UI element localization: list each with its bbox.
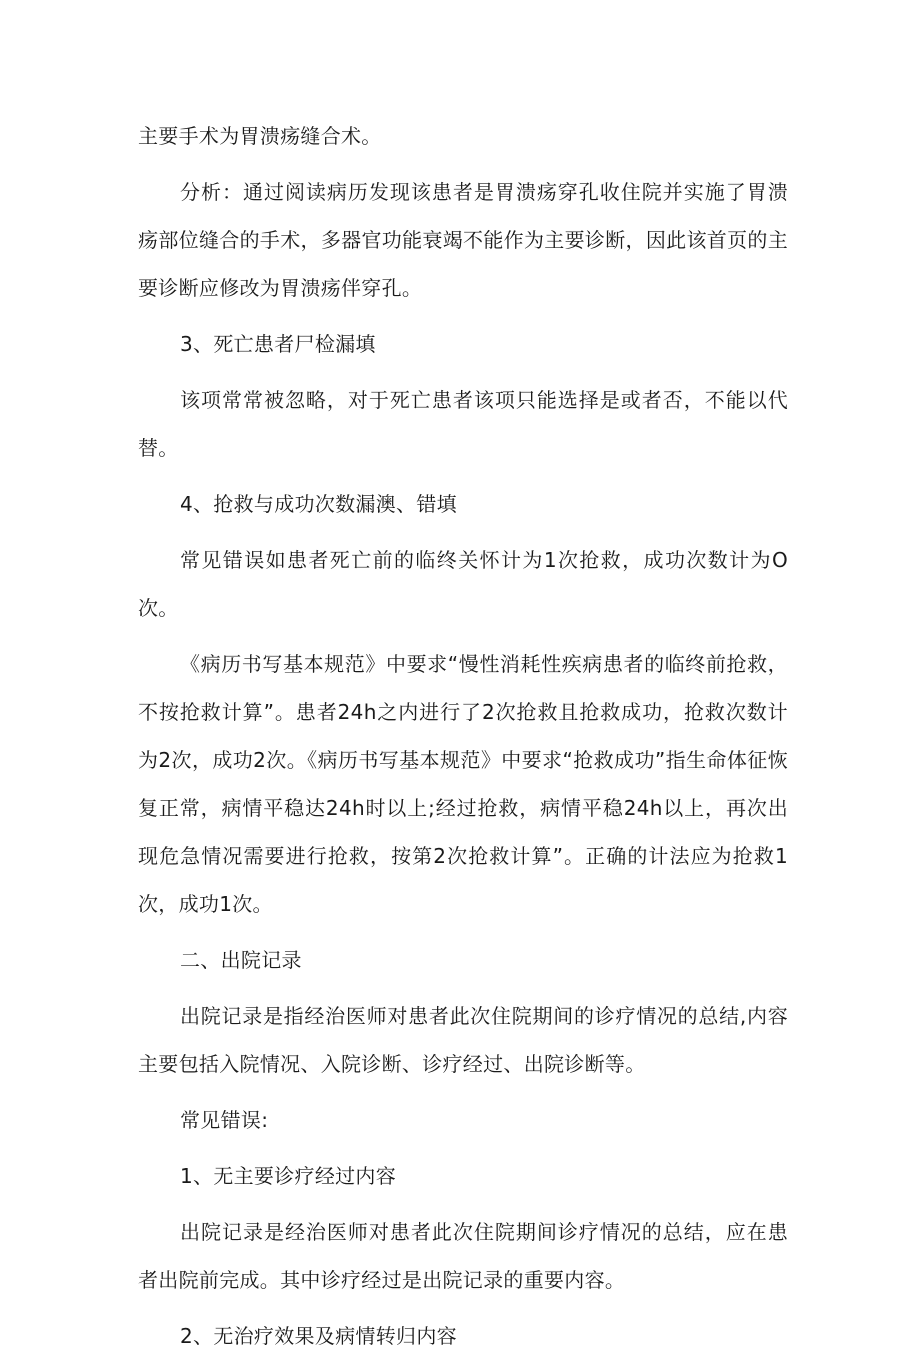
paragraph-discharge-summary: 出院记录是经治医师对患者此次住院期间诊疗情况的总结，应在患者出院前完成。其中诊疗经过是出院记录的重要内容。 [138, 1220, 788, 1292]
heading-autopsy: 3、死亡患者尸检漏填 [180, 332, 376, 356]
paragraph-surgery: 主要手术为胃溃疡缝合术。 [138, 124, 382, 148]
paragraph-autopsy: 该项常常被忽略，对于死亡患者该项只能选择是或者否，不能以代替。 [138, 388, 788, 460]
paragraph-analysis: 分析：通过阅读病历发现该患者是胃溃疡穿孔收住院并实施了胃溃疡部位缝合的手术，多器官功能衰竭不能作为主要诊断，因此该首页的主要诊断应修改为胃溃疡伴穿孔。 [138, 180, 788, 300]
paragraph-common-error: 常见错误如患者死亡前的临终关怀计为1次抢救，成功次数计为O次。 [138, 548, 788, 620]
paragraph-discharge-definition: 出院记录是指经治医师对患者此次住院期间的诊疗情况的总结,内容主要包括入院情况、入院诊断、诊疗经过、出院诊断等。 [138, 1004, 788, 1076]
paragraph-rescue-rules: 《病历书写基本规范》中要求“慢性消耗性疾病患者的临终前抢救，不按抢救计算”。患者24h之内进行了2次抢救且抢救成功，抢救次数计为2次，成功2次。《病历书写基本规范》中要求“抢救成功”指生命体征恢复正常，病情平稳达24h时以上;经过抢救，病情平稳24h以上，再次出现危急情况需要进行抢救，按第2次抢救计算”。正确的计法应为抢救1次，成功1次。 [138, 652, 788, 916]
heading-no-treatment-process: 1、无主要诊疗经过内容 [180, 1164, 397, 1188]
document-body [138, 112, 788, 1360]
section-heading-discharge: 二、出院记录 [180, 948, 302, 972]
heading-rescue-count: 4、抢救与成功次数漏澳、错填 [180, 492, 457, 516]
heading-common-errors: 常见错误: [180, 1108, 269, 1132]
heading-no-treatment-effect: 2、无治疗效果及病情转归内容 [180, 1324, 457, 1348]
